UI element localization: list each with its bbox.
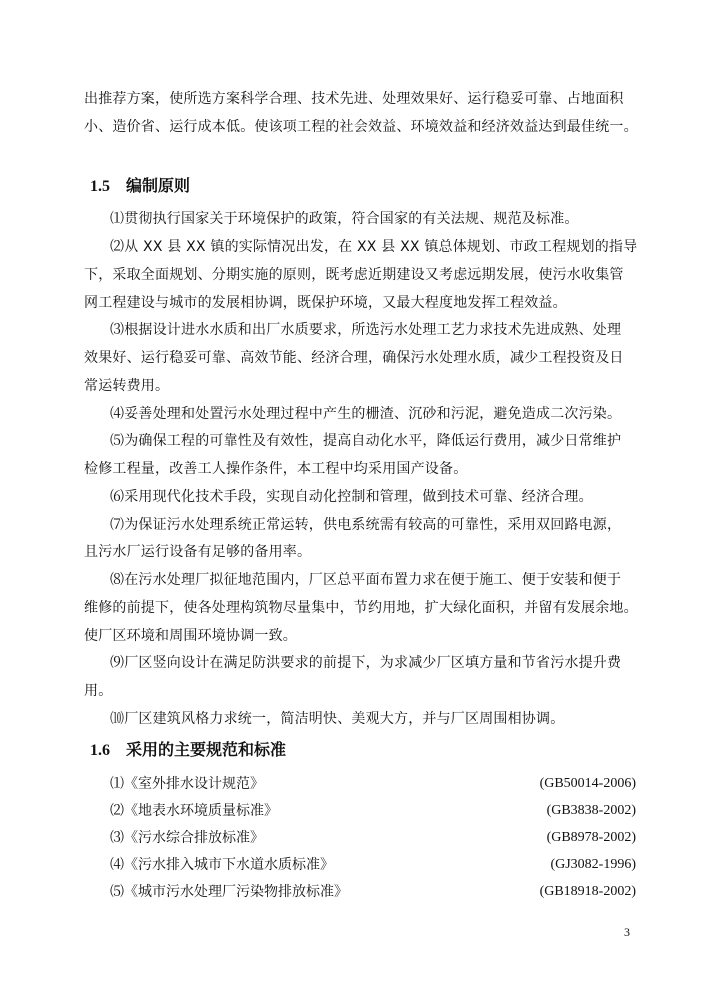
principle-line: 常运转费用。 <box>84 378 170 394</box>
standard-code: (GB18918-2002) <box>539 884 636 899</box>
principle-line: 且污水厂运行设备有足够的备用率。 <box>84 544 312 560</box>
principle-line: ⑺为保证污水处理系统正常运转，供电系统需有较高的可靠性，采用双回路电源， <box>110 517 622 533</box>
principle-line: 下，采取全面规划、分期实施的原则，既考虑近期建设又考虑远期发展，使污水收集管 <box>84 267 624 283</box>
standard-title: ⑷《污水排入城市下水道水质标准》 <box>110 857 334 873</box>
principle-line: 网工程建设与城市的发展相协调，既保护环境，又最大程度地发挥工程效益。 <box>84 295 567 311</box>
section-title: 采用的主要规范和标准 <box>126 740 287 759</box>
principle-line: ⑸为确保工程的可靠性及有效性，提高自动化水平，降低运行费用，减少日常维护 <box>110 433 622 449</box>
section-number: 1.6 <box>90 742 110 759</box>
section-heading-1-6 <box>90 741 286 760</box>
standard-code: (GB3838-2002) <box>546 803 636 818</box>
principle-line: 检修工程量，改善工人操作条件，本工程中均采用国产设备。 <box>84 461 468 477</box>
principle-line: ⑹采用现代化技术手段，实现自动化控制和管理，做到技术可靠、经济合理。 <box>110 489 593 505</box>
standard-title: ⑶《污水综合排放标准》 <box>110 830 264 846</box>
principle-line: 用。 <box>84 683 113 699</box>
principle-line: ⑷妥善处理和处置污水处理过程中产生的栅渣、沉砂和污泥，避免造成二次污染。 <box>110 406 622 422</box>
principle-line: ⑽厂区建筑风格力求统一，简洁明快、美观大方，并与厂区周围相协调。 <box>110 711 565 727</box>
intro-line: 出推荐方案，使所选方案科学合理、技术先进、处理效果好、运行稳妥可靠、占地面积 <box>84 91 624 107</box>
section-number: 1.5 <box>90 178 110 195</box>
section-heading-1-5 <box>90 177 190 196</box>
page-number: 3 <box>624 925 630 939</box>
intro-line: 小、造价省、运行成本低。使该项工程的社会效益、环境效益和经济效益达到最佳统一。 <box>84 119 638 135</box>
standard-title: ⑵《地表水环境质量标准》 <box>110 803 278 819</box>
standard-title: ⑸《城市污水处理厂污染物排放标准》 <box>110 884 348 900</box>
principle-line: ⑵从 XX 县 XX 镇的实际情况出发，在 XX 县 XX 镇总体规划、市政工程规划的指导 <box>110 239 638 255</box>
section-title: 编制原则 <box>126 176 191 195</box>
principle-line: 效果好、运行稳妥可靠、高效节能、经济合理，确保污水处理水质，减少工程投资及日 <box>84 350 624 366</box>
principle-line: ⑴贯彻执行国家关于环境保护的政策，符合国家的有关法规、规范及标准。 <box>110 211 579 227</box>
principle-line: 使厂区环境和周围环境协调一致。 <box>84 628 297 644</box>
standard-code: (GB8978-2002) <box>546 830 636 845</box>
principle-line: ⑶根据设计进水水质和出厂水质要求，所选污水处理工艺力求技术先进成熟、处理 <box>110 322 622 338</box>
principle-line: ⑼厂区竖向设计在满足防洪要求的前提下，为求减少厂区填方量和节省污水提升费 <box>110 655 622 671</box>
standard-title: ⑴《室外排水设计规范》 <box>110 776 264 792</box>
principle-line: 维修的前提下，使各处理构筑物尽量集中，节约用地，扩大绿化面积，并留有发展余地。 <box>84 600 638 616</box>
principle-line: ⑻在污水处理厂拟征地范围内，厂区总平面布置力求在便于施工、便于安装和便于 <box>110 572 622 588</box>
standard-code: (GB50014-2006) <box>539 776 636 791</box>
standard-code: (GJ3082-1996) <box>550 857 636 872</box>
